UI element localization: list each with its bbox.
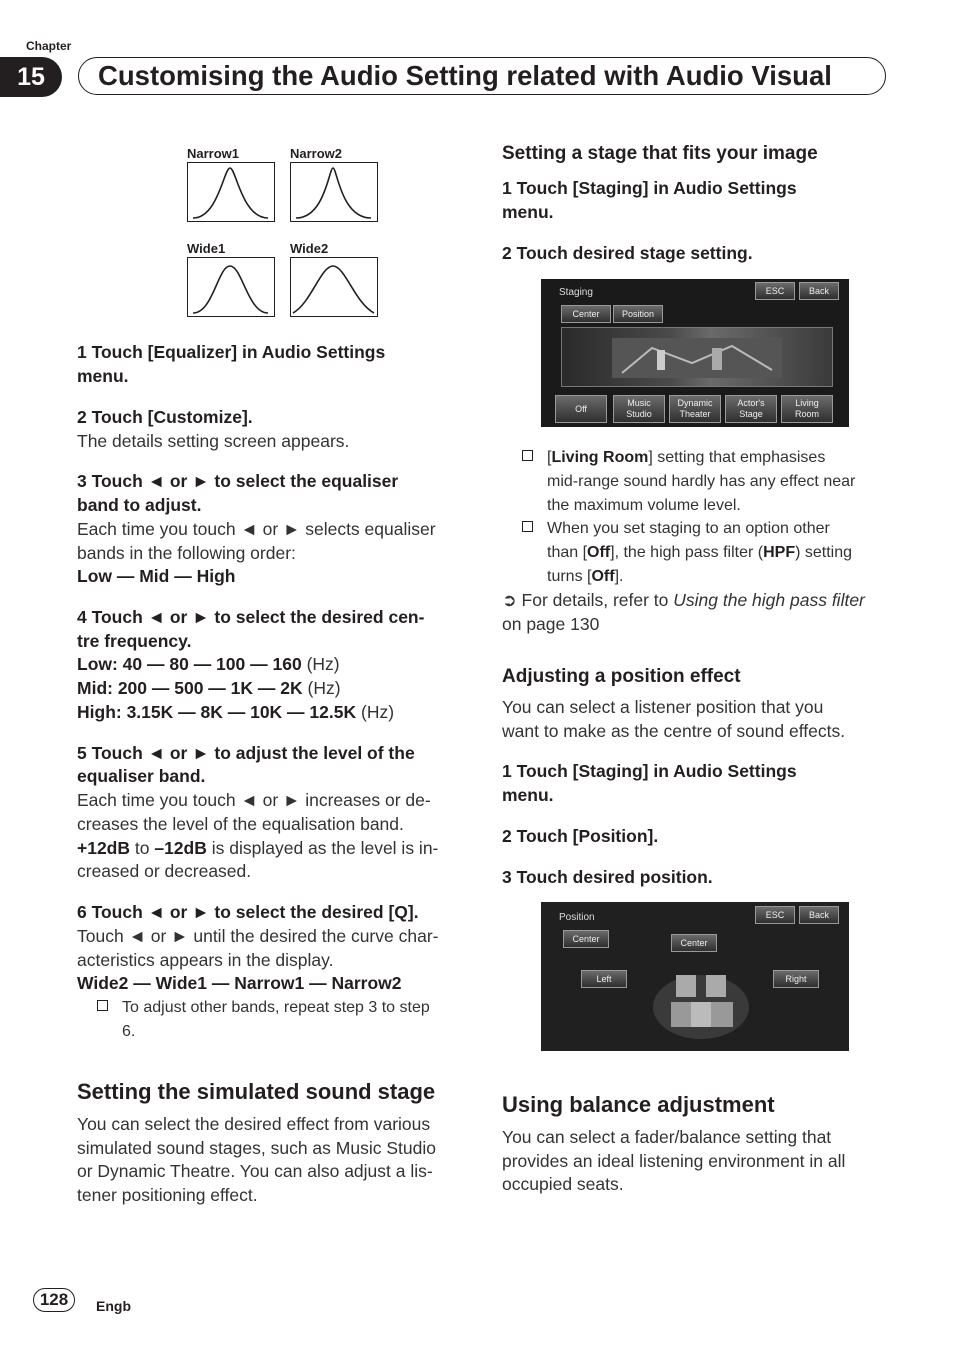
step-5-body-3-tail: is displayed as the level is in- — [206, 838, 439, 858]
step-1-cont: menu. — [77, 366, 129, 386]
off-term-2: Off — [591, 568, 615, 585]
step-5-body-3 — [77, 836, 438, 860]
step-6-body-1: Touch ◄ or ► until the desired the curve char- — [77, 926, 439, 946]
stage-body-1: You can select the desired effect from various — [77, 1114, 431, 1134]
chapter-number-badge: 15 — [0, 57, 62, 97]
off-term: Off — [587, 544, 611, 561]
simulated-stage-heading: Setting the simulated sound stage — [77, 1079, 436, 1104]
low-frequencies — [77, 652, 340, 676]
balance-body-3: occupied seats. — [502, 1174, 624, 1194]
mid-hz: (Hz) — [307, 678, 341, 698]
note-staging-hpf-text: When you set staging to an option other — [547, 520, 830, 537]
balance-heading: Using balance adjustment — [502, 1092, 775, 1117]
high-frequencies — [77, 700, 394, 724]
staging-position-button[interactable]: Position — [613, 305, 663, 323]
chapter-title: Customising the Audio Setting related with Audio Visual — [98, 60, 832, 91]
note-end: ]. — [614, 568, 624, 585]
note-living-room-line-3: the maximum volume level. — [547, 497, 741, 514]
step-2-body: The details setting screen appears. — [77, 431, 350, 451]
position-step-2: 2 Touch [Position]. — [502, 826, 659, 846]
position-step-1-cont: menu. — [502, 785, 554, 805]
mid-frequencies-values: Mid: 200 — 500 — 1K — 2K — [77, 678, 303, 698]
step-6-note-cont: 6. — [122, 1023, 136, 1040]
mid-frequencies — [77, 676, 341, 700]
step-2-customize: 2 Touch [Customize]. — [77, 407, 253, 427]
page-number: 128 — [33, 1288, 75, 1312]
language-code: Engb — [96, 1298, 131, 1314]
position-right-button[interactable]: Right — [773, 970, 819, 988]
step-5-body-4: creased or decreased. — [77, 861, 252, 881]
narrow2-curve — [290, 162, 378, 222]
step-5-body-2: creases the level of the equalisation band. — [77, 814, 404, 834]
step-1-equalizer: 1 Touch [Equalizer] in Audio Settings — [77, 342, 386, 362]
narrow1-curve — [187, 162, 275, 222]
wide2-curve — [290, 257, 378, 317]
car-seats-icon — [651, 957, 751, 1042]
staging-actors-stage-button[interactable]: Actor's Stage — [725, 395, 777, 423]
staging-screen-title: Staging — [559, 287, 593, 298]
stage-body-3: or Dynamic Theatre. You can also adjust a lis- — [77, 1161, 433, 1181]
reference-page: on page 130 — [502, 614, 600, 634]
note-staging-hpf-line-2 — [547, 541, 852, 565]
note-hpf-mid: ], the high pass filter ( — [610, 544, 764, 561]
reference-link-text: Using the high pass filter — [673, 590, 865, 610]
position-screen-title: Position — [559, 912, 595, 923]
high-frequencies-values: High: 3.15K — 8K — 10K — 12.5K — [77, 702, 357, 722]
narrow1-label: Narrow1 — [187, 146, 240, 161]
hpf-term: HPF — [763, 544, 796, 561]
step-3-body-1: Each time you touch ◄ or ► selects equaliser — [77, 519, 436, 539]
position-center-seat-button[interactable]: Center — [671, 934, 717, 952]
note-staging-hpf — [522, 517, 830, 541]
low-hz: (Hz) — [306, 654, 340, 674]
reference-prefix: ➲ For details, refer to — [502, 590, 674, 610]
position-body-1: You can select a listener position that you — [502, 697, 824, 717]
step-6-q: 6 Touch ◄ or ► to select the desired [Q]. — [77, 902, 419, 922]
narrow2-label: Narrow2 — [290, 146, 343, 161]
note-living-room-tail: ] setting that emphasises — [648, 449, 826, 466]
wide2-label: Wide2 — [290, 241, 329, 256]
fit-stage-heading: Setting a stage that fits your image — [502, 143, 818, 164]
high-hz: (Hz) — [361, 702, 395, 722]
step-3-band: 3 Touch ◄ or ► to select the equaliser — [77, 471, 399, 491]
staging-screenshot — [541, 279, 849, 427]
step-5-body-1: Each time you touch ◄ or ► increases or de- — [77, 790, 431, 810]
staging-living-room-button[interactable]: Living Room — [781, 395, 833, 423]
step-3-cont: band to adjust. — [77, 495, 202, 515]
right-step-2: 2 Touch desired stage setting. — [502, 243, 753, 263]
staging-back-button[interactable]: Back — [799, 282, 839, 300]
staging-music-studio-button[interactable]: Music Studio — [613, 395, 665, 423]
position-back-button[interactable]: Back — [799, 906, 839, 924]
position-center-button[interactable]: Center — [563, 930, 609, 948]
minus-12db: –12dB — [154, 838, 207, 858]
chapter-label: Chapter — [26, 39, 72, 53]
note-living-room-line-2: mid-range sound hardly has any effect near — [547, 473, 856, 490]
to-text: to — [130, 838, 155, 858]
note-than: than [ — [547, 544, 588, 561]
balance-body-2: provides an ideal listening environment in all — [502, 1151, 846, 1171]
step-5-level: 5 Touch ◄ or ► to adjust the level of the — [77, 743, 415, 763]
position-step-1: 1 Touch [Staging] in Audio Settings — [502, 761, 797, 781]
note-checkbox-icon — [522, 521, 533, 532]
staging-off-button[interactable]: Off — [555, 395, 607, 423]
staging-esc-button[interactable]: ESC — [755, 282, 795, 300]
note-checkbox-icon — [522, 450, 533, 461]
q-order: Wide2 — Wide1 — Narrow1 — Narrow2 — [77, 973, 402, 993]
right-step-1-cont: menu. — [502, 202, 554, 222]
note-staging-hpf-line-3 — [547, 565, 623, 589]
position-left-button[interactable]: Left — [581, 970, 627, 988]
step-5-cont: equaliser band. — [77, 766, 206, 786]
wide1-curve — [187, 257, 275, 317]
stage-body-2: simulated sound stages, such as Music Studio — [77, 1138, 436, 1158]
note-checkbox-icon — [97, 1000, 108, 1011]
staging-stage-preview — [561, 327, 833, 387]
note-setting: ) setting — [795, 544, 853, 561]
plus-12db: +12dB — [77, 838, 131, 858]
step-4-frequency: 4 Touch ◄ or ► to select the desired cen- — [77, 607, 425, 627]
low-frequencies-values: Low: 40 — 80 — 100 — 160 — [77, 654, 302, 674]
living-room-term: Living Room — [551, 449, 649, 466]
staging-center-button[interactable]: Center — [561, 305, 611, 323]
step-3-body-2: bands in the following order: — [77, 543, 296, 563]
step-6-note — [97, 996, 430, 1020]
step-4-cont: tre frequency. — [77, 631, 192, 651]
step-6-note-text: To adjust other bands, repeat step 3 to step — [122, 999, 430, 1016]
wide1-label: Wide1 — [187, 241, 226, 256]
note-turns: turns [ — [547, 568, 592, 585]
position-body-2: want to make as the centre of sound effects. — [502, 721, 846, 741]
right-step-1: 1 Touch [Staging] in Audio Settings — [502, 178, 797, 198]
reference-hpf — [502, 588, 865, 612]
stage-body-4: tener positioning effect. — [77, 1185, 258, 1205]
position-esc-button[interactable]: ESC — [755, 906, 795, 924]
band-order: Low — Mid — High — [77, 566, 236, 586]
position-effect-heading: Adjusting a position effect — [502, 666, 741, 687]
staging-dynamic-theater-button[interactable]: Dynamic Theater — [669, 395, 721, 423]
note-living-room: [Living Room] setting that emphasises — [522, 446, 825, 470]
step-6-body-2: acteristics appears in the display. — [77, 950, 334, 970]
balance-body-1: You can select a fader/balance setting that — [502, 1127, 832, 1147]
position-screenshot — [541, 902, 849, 1051]
position-step-3: 3 Touch desired position. — [502, 867, 713, 887]
